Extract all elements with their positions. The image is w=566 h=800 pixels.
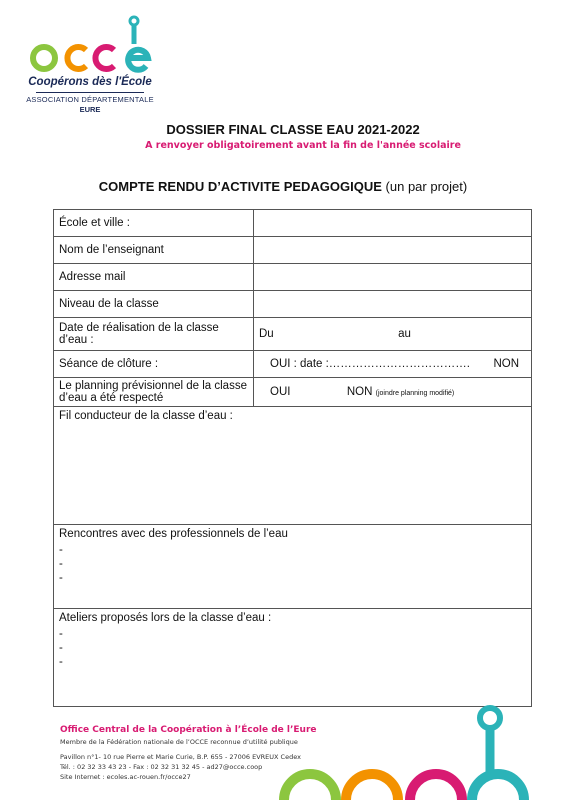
row-email xyxy=(54,264,532,291)
row-thread xyxy=(54,407,532,525)
list-item[interactable]: - xyxy=(59,558,63,570)
row-level xyxy=(54,291,532,318)
list-item[interactable]: - xyxy=(59,656,63,668)
email-label: Adresse mail xyxy=(54,264,254,291)
footer-address: Pavillon n°1- 10 rue Pierre et Marie Curie, B.P. 655 - 27006 EVREUX Cedex xyxy=(60,753,301,761)
row-school xyxy=(54,210,532,237)
date-label: Date de réalisation de la classe d’eau : xyxy=(54,318,254,351)
section-heading xyxy=(0,179,566,194)
deco-pink-arc xyxy=(410,774,462,800)
logo-c-orange xyxy=(67,47,86,69)
footer-organization: Office Central de la Coopération à l’École de l’Eure xyxy=(60,725,317,735)
thread-field[interactable] xyxy=(54,407,532,525)
school-field[interactable] xyxy=(254,210,532,237)
list-item[interactable]: - xyxy=(59,544,63,556)
meetings-label: Rencontres avec des professionnels de l’eau xyxy=(59,528,288,540)
closing-no-option[interactable]: NON xyxy=(493,358,519,370)
list-item[interactable]: - xyxy=(59,642,63,654)
planning-label: Le planning prévisionnel de la classe d’eau a été respecté xyxy=(54,378,254,407)
row-teacher xyxy=(54,237,532,264)
closing-label: Séance de clôture : xyxy=(54,351,254,378)
closing-yes-option[interactable]: OUI : date :………………………………. xyxy=(270,358,470,370)
level-field[interactable] xyxy=(254,291,532,318)
workshops-label: Ateliers proposés lors de la classe d’eau : xyxy=(59,612,272,624)
deco-teal-arc xyxy=(472,774,524,800)
footer-membership: Membre de la Fédération nationale de l’OCCE reconnue d’utilité publique xyxy=(60,738,298,746)
planning-no-option[interactable]: NON xyxy=(346,386,373,398)
level-label: Niveau de la classe xyxy=(54,291,254,318)
deco-green-arc xyxy=(284,774,336,800)
footer-logo-decoration xyxy=(270,700,566,800)
planning-note: (joindre planning modifié) xyxy=(375,390,455,397)
row-closing xyxy=(54,351,532,378)
teacher-field[interactable] xyxy=(254,237,532,264)
teacher-label: Nom de l’enseignant xyxy=(54,237,254,264)
footer-contact: Tél. : 02 32 33 43 23 - Fax : 02 32 31 32 45 - ad27@occe.coop xyxy=(60,763,263,771)
row-workshops xyxy=(54,609,532,707)
row-planning xyxy=(54,378,532,407)
logo-e-teal xyxy=(128,50,148,70)
logo-association: ASSOCIATION DÉPARTEMENTALE xyxy=(26,95,154,104)
thread-label: Fil conducteur de la classe d’eau : xyxy=(59,410,233,422)
row-meetings xyxy=(54,525,532,609)
logo-department: EURE xyxy=(79,105,101,114)
planning-field[interactable] xyxy=(254,378,532,407)
row-date xyxy=(54,318,532,351)
date-from-label: Du xyxy=(259,328,274,340)
occe-logo xyxy=(20,14,160,124)
list-item[interactable]: - xyxy=(59,572,63,584)
report-form-table xyxy=(53,209,532,707)
deco-figure-head xyxy=(480,708,500,728)
workshops-list xyxy=(59,627,526,669)
meetings-field[interactable] xyxy=(54,525,532,609)
deco-orange-arc xyxy=(346,774,398,800)
planning-yes-option[interactable]: OUI xyxy=(270,386,291,398)
school-label: École et ville : xyxy=(54,210,254,237)
logo-tagline: Coopérons dès l'École xyxy=(28,76,152,88)
closing-field[interactable] xyxy=(254,351,532,378)
document-subtitle: A renvoyer obligatoirement avant la fin de l'année scolaire xyxy=(145,140,461,151)
section-heading-bold: COMPTE RENDU D’ACTIVITE PEDAGOGIQUE xyxy=(98,179,382,194)
list-item[interactable]: - xyxy=(59,628,63,640)
section-heading-note: (un par projet) xyxy=(381,179,468,194)
logo-c-pink xyxy=(95,47,114,69)
logo-figure-head xyxy=(130,17,138,25)
occe-logo-mark xyxy=(20,14,160,76)
date-to-label: au xyxy=(398,328,411,340)
logo-divider xyxy=(36,92,144,93)
date-field[interactable] xyxy=(254,318,532,351)
workshops-field[interactable] xyxy=(54,609,532,707)
footer-website: Site Internet : ecoles.ac-rouen.fr/occe27 xyxy=(60,773,191,781)
meetings-list xyxy=(59,543,526,585)
document-title: DOSSIER FINAL CLASSE EAU 2021-2022 xyxy=(166,122,420,137)
logo-o-green xyxy=(33,47,55,69)
email-field[interactable] xyxy=(254,264,532,291)
